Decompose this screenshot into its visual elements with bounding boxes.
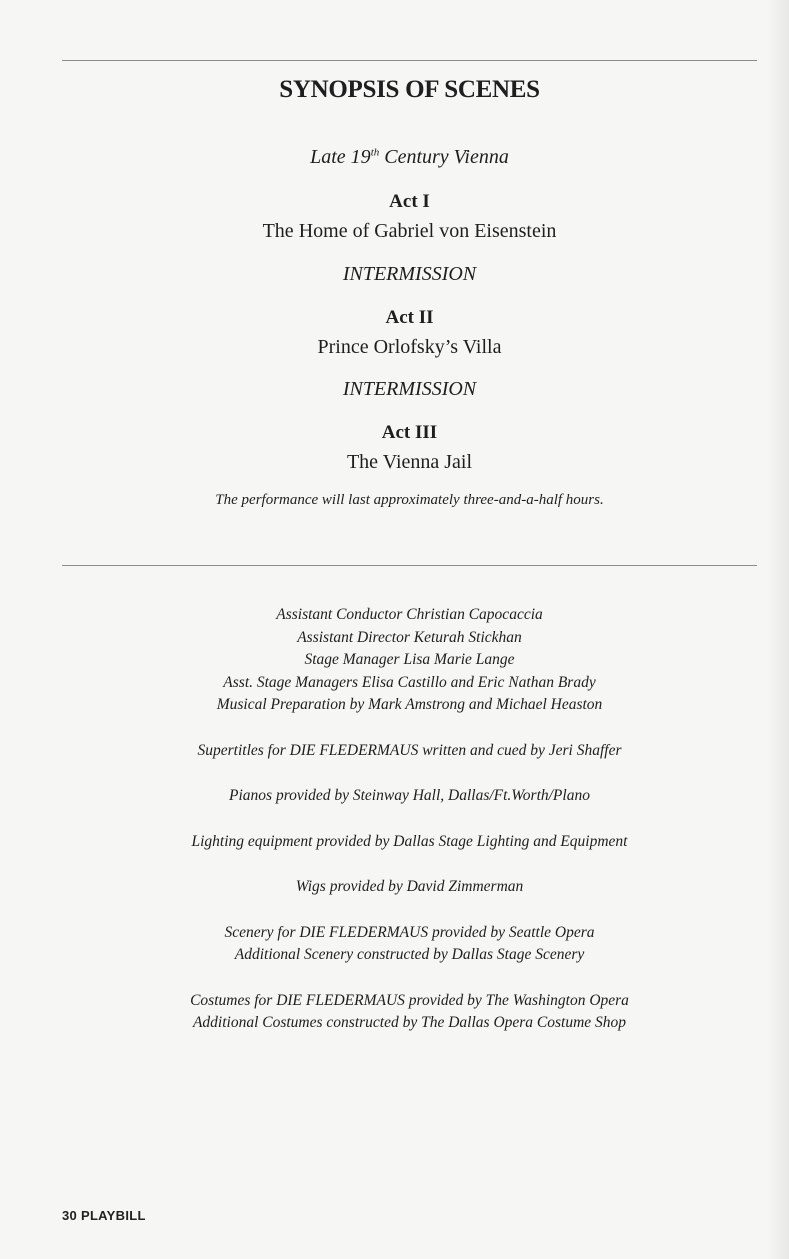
credit-line: Lighting equipment provided by Dallas Stage Lighting and Equipment	[191, 832, 628, 850]
credit-line: Additional Scenery constructed by Dallas Stage Scenery	[234, 946, 585, 963]
credit-group-wigs	[62, 876, 757, 899]
credit-group-lighting	[62, 831, 757, 854]
credit-line: Asst. Stage Managers Elisa Castillo and Eric Nathan Brady	[223, 673, 596, 691]
act-2-place: Prince Orlofsky’s Villa	[317, 336, 502, 358]
setting-superscript: th	[370, 146, 380, 159]
credit-line: Assistant Conductor Christian Capocaccia	[276, 606, 543, 623]
intermission-1: INTERMISSION	[342, 263, 477, 285]
production-credits	[62, 604, 757, 1058]
credit-line: Wigs provided by David Zimmerman	[295, 878, 524, 895]
act-2-label: Act II	[385, 307, 434, 328]
act-3-label: Act III	[381, 422, 438, 443]
page-edge-shadow	[767, 0, 789, 1259]
setting-suffix: Century Vienna	[379, 146, 509, 168]
act-3-place: The Vienna Jail	[346, 451, 473, 473]
credit-line: Assistant Director Keturah Stickhan	[297, 628, 522, 646]
credit-line: Scenery for DIE FLEDERMAUS provided by Seattle Opera	[224, 923, 595, 941]
credit-line: Stage Manager Lisa Marie Lange	[304, 651, 515, 668]
credit-group-costumes	[62, 990, 757, 1035]
credit-line: Costumes for DIE FLEDERMAUS provided by The Washington Opera	[190, 991, 629, 1009]
credit-group-supertitles	[62, 740, 757, 763]
setting-line	[62, 146, 757, 169]
intermission-2: INTERMISSION	[342, 378, 477, 400]
credit-line: Supertitles for DIE FLEDERMAUS written and cued by Jeri Shaffer	[197, 741, 622, 759]
act-1-place: The Home of Gabriel von Eisenstein	[262, 220, 557, 242]
credit-group-scenery	[62, 922, 757, 967]
page-footer: 30 PLAYBILL	[62, 1208, 146, 1223]
top-divider	[62, 60, 757, 61]
credit-group-pianos	[62, 785, 757, 808]
credit-line: Pianos provided by Steinway Hall, Dallas/Ft.Worth/Plano	[229, 787, 590, 804]
credit-group-staff	[62, 604, 757, 717]
middle-divider	[62, 565, 757, 566]
duration-note: The performance will last approximately three-and-a-half hours.	[215, 492, 604, 508]
act-1-label: Act I	[389, 191, 430, 212]
credit-line: Musical Preparation by Mark Amstrong and Michael Heaston	[216, 696, 603, 713]
credit-line: Additional Costumes constructed by The Dallas Opera Costume Shop	[192, 1014, 627, 1031]
synopsis-title: SYNOPSIS OF SCENES	[279, 76, 540, 103]
setting-prefix: Late 19	[310, 146, 371, 168]
